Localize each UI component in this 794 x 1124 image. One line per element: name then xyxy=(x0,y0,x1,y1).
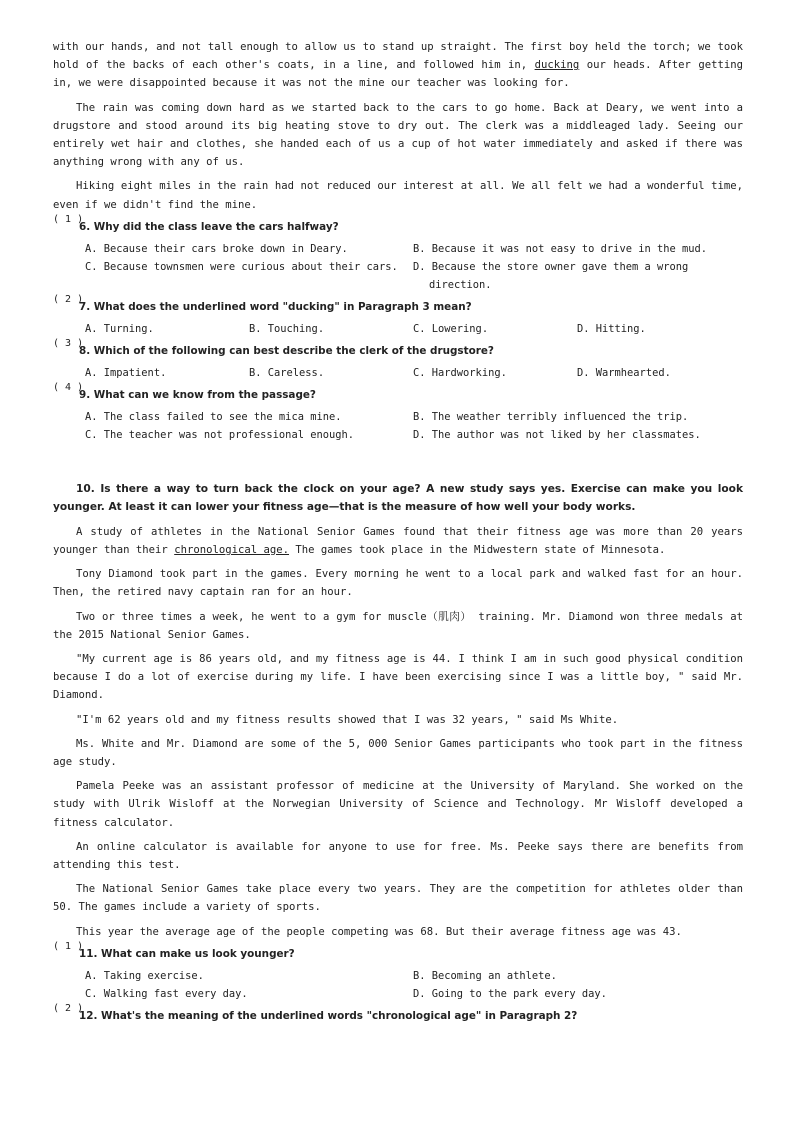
question-stem xyxy=(53,213,743,236)
answer-option[interactable]: A. Because their cars broke down in Deary. xyxy=(85,242,348,255)
answer-options xyxy=(85,320,743,338)
question-stem xyxy=(53,381,743,404)
answer-option[interactable]: C. Lowering. xyxy=(413,322,489,335)
passage2-paragraph-10: This year the average age of the people competing was 68. But their average fitness age was 43. xyxy=(76,925,682,938)
answer-option[interactable]: B. The weather terribly influenced the trip. xyxy=(413,410,689,423)
question-stem xyxy=(53,1002,743,1025)
question-stem xyxy=(53,337,743,360)
answer-option[interactable]: D. Warmhearted. xyxy=(577,366,671,379)
answer-option[interactable]: C. Hardworking. xyxy=(413,366,507,379)
answer-option[interactable]: D. Hitting. xyxy=(577,322,646,335)
answer-option[interactable]: D. Because the store owner gave them a wrong direction. xyxy=(413,260,689,291)
question-number: ( 2 ) xyxy=(53,293,84,305)
question-set-1 xyxy=(53,213,743,444)
answer-option[interactable]: B. Becoming an athlete. xyxy=(413,969,557,982)
underlined-chronological-age: chronological age. xyxy=(174,544,290,557)
answer-option[interactable]: A. Turning. xyxy=(85,322,154,335)
question-text: 8. Which of the following can best describe the clerk of the drugstore? xyxy=(79,344,494,357)
passage2-paragraph-7: Pamela Peeke was an assistant professor of medicine at the University of Maryland. She worked on the study with Ulrik Wisloff at the Norwegian University of Science and Technology. Mr Wisloff developed a fitness calculator. xyxy=(53,780,743,829)
question-text: 12. What's the meaning of the underlined words "chronological age" in Paragraph 2? xyxy=(79,1009,578,1022)
answer-option[interactable]: B. Touching. xyxy=(249,322,325,335)
answer-option[interactable]: C. Because townsmen were curious about their cars. xyxy=(85,260,398,273)
passage2-paragraph-8: An online calculator is available for anyone to use for free. Ms. Peeke says there are benefits from attending this test. xyxy=(53,840,743,872)
document-page xyxy=(53,38,743,1025)
question-stem xyxy=(53,940,743,963)
answer-option[interactable]: C. Walking fast every day. xyxy=(85,987,248,1000)
question-text: 7. What does the underlined word "ducking" in Paragraph 3 mean? xyxy=(79,300,472,313)
question-text: 6. Why did the class leave the cars halfway? xyxy=(79,220,339,233)
answer-option[interactable]: A. The class failed to see the mica mine. xyxy=(85,410,342,423)
question-stem xyxy=(53,293,743,316)
passage1-paragraph-rain: The rain was coming down hard as we started back to the cars to go home. Back at Deary, we went into a drugstore and stood around its big heating stove to dry out. The clerk was a middleaged lady. Seeing our entirely wet hair and clothes, she handed each of us a cup of hot water immediately and asked if there was anything wrong with any of us. xyxy=(53,101,743,169)
answer-option[interactable]: D. Going to the park every day. xyxy=(413,987,607,1000)
passage2-paragraph-5: "I'm 62 years old and my fitness results showed that I was 32 years, " said Ms White. xyxy=(76,713,619,726)
answer-options xyxy=(85,408,743,444)
underlined-word-ducking: ducking xyxy=(534,59,580,72)
answer-options xyxy=(85,240,743,294)
answer-options xyxy=(85,364,743,382)
passage1-paragraph-hiking: Hiking eight miles in the rain had not reduced our interest at all. We all felt we had a wonderful time, even if we didn't find the mine. xyxy=(53,180,743,211)
passage2-paragraph-6: Ms. White and Mr. Diamond are some of the 5, 000 Senior Games participants who took part in the fitness age study. xyxy=(53,737,743,769)
answer-option[interactable]: A. Taking exercise. xyxy=(85,969,204,982)
question-number: ( 2 ) xyxy=(53,1002,84,1014)
answer-option[interactable]: D. The author was not liked by her classmates. xyxy=(413,428,701,441)
question-text: 9. What can we know from the passage? xyxy=(79,388,316,401)
passage2-paragraph-9: The National Senior Games take place every two years. They are the competition for athletes older than 50. The games include a variety of sports. xyxy=(53,883,743,914)
question-number: ( 1 ) xyxy=(53,940,84,952)
answer-option[interactable]: B. Because it was not easy to drive in the mud. xyxy=(413,242,708,255)
question-set-2 xyxy=(53,940,743,1025)
answer-options xyxy=(85,967,743,1003)
answer-option[interactable]: A. Impatient. xyxy=(85,366,167,379)
passage2-paragraph-4: "My current age is 86 years old, and my fitness age is 44. I think I am in such good physical condition because I do a lot of exercise during my life. I have been exercising since I was a little boy, " said Mr. Diamond. xyxy=(53,653,743,702)
passage2-paragraph-2: Tony Diamond took part in the games. Every morning he went to a local park and walked fast for an hour. Then, the retired navy captain ran for an hour. xyxy=(53,568,743,599)
passage1-paragraph-continued: with our hands, and not tall enough to allow us to stand up straight. The first boy held the torch; we took hold of the backs of each other's coats, in a line, and followed him in, ducking our heads. After getting in, we were disappointed because it was not the mine our teacher was looking for. xyxy=(53,41,743,90)
question-number: ( 4 ) xyxy=(53,381,84,393)
question-number: ( 1 ) xyxy=(53,213,84,225)
question-text: 11. What can make us look younger? xyxy=(79,947,295,960)
answer-option[interactable]: B. Careless. xyxy=(249,366,325,379)
passage2-paragraph-1: A study of athletes in the National Senior Games found that their fitness age was more than 20 years younger than their chronological age. The games took place in the Midwestern state of Minnesota. xyxy=(53,525,743,557)
passage2-heading: 10. Is there a way to turn back the clock on your age? A new study says yes. Exercise can make you look younger. At least it can lower your fitness age—that is the measure of how well your body works. xyxy=(53,482,743,514)
question-number: ( 3 ) xyxy=(53,337,84,349)
answer-option[interactable]: C. The teacher was not professional enough. xyxy=(85,428,354,441)
passage2-paragraph-3: Two or three times a week, he went to a gym for muscle（肌肉） training. Mr. Diamond won three medals at the 2015 National Senior Games. xyxy=(53,610,743,641)
